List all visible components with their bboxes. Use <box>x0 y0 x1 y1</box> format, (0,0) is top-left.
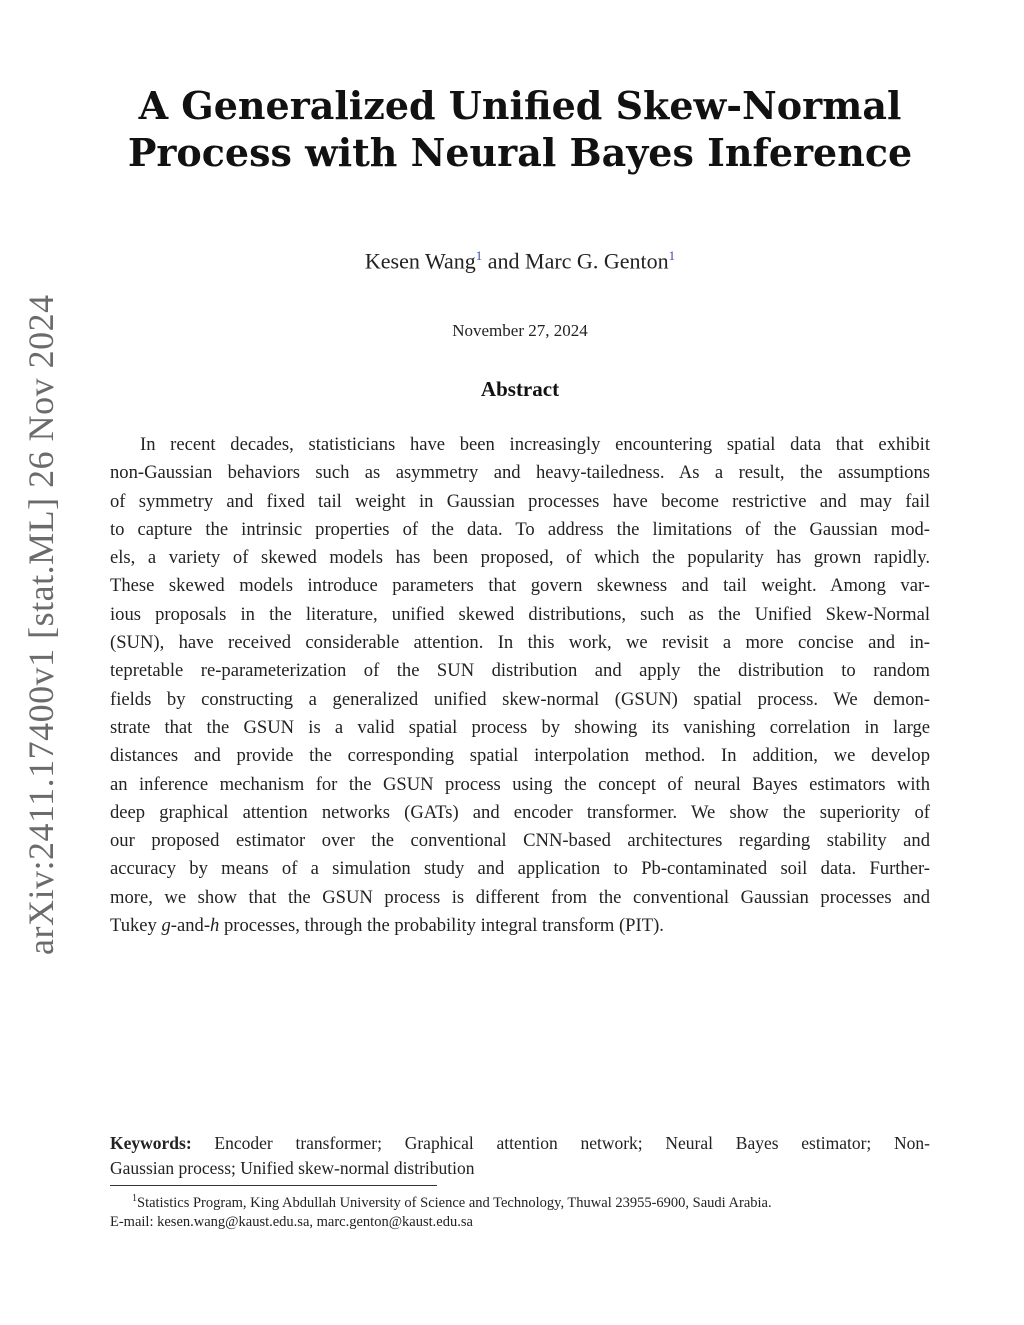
abstract-line: fields by constructing a generalized unified skew-normal (GSUN) spatial process. We demon- <box>110 688 930 710</box>
abstract-line: strate that the GSUN is a valid spatial process by showing its vanishing correlation in large <box>110 716 930 738</box>
abstract-body <box>110 431 930 940</box>
footnote <box>110 1189 930 1232</box>
abstract-line: of symmetry and fixed tail weight in Gaussian processes have become restrictive and may fail <box>110 490 930 512</box>
author-1-name: Kesen Wang <box>364 248 476 274</box>
abstract-line: more, we show that the GSUN process is different from the conventional Gaussian processes and <box>110 886 930 908</box>
abstract-line: els, a variety of skewed models has been proposed, of which the popularity has grown rapidly. <box>110 547 930 569</box>
abstract-line: to capture the intrinsic properties of the data. To address the limitations of the Gaussian mod- <box>110 518 930 540</box>
footnote-divider <box>110 1185 437 1186</box>
keywords-text: Encoder transformer; Graphical attention network; Neural Bayes estimator; Non- <box>191 1133 930 1153</box>
keywords-label: Keywords: <box>110 1133 192 1153</box>
author-list <box>110 248 930 274</box>
abstract-line: tepretable re-parameterization of the SUN distribution and apply the distribution to random <box>110 660 930 682</box>
affiliation-text: Statistics Program, King Abdullah University of Science and Technology, Thuwal 23955-6900, Saudi Arabia. <box>137 1194 772 1211</box>
abstract-line: In recent decades, statisticians have been increasingly encountering spatial data that exhibit <box>140 434 930 455</box>
math-g: g <box>161 915 171 937</box>
abstract-text-fragment: -and- <box>170 915 211 937</box>
abstract-line: our proposed estimator over the conventional CNN-based architectures regarding stability and <box>110 830 930 852</box>
arxiv-side-stamp: arXiv:2411.17400v1 [stat.ML] 26 Nov 2024 <box>21 294 61 955</box>
math-h: h <box>210 915 220 937</box>
title-line-2: Process with Neural Bayes Inference <box>127 130 913 175</box>
footnote-marker: 1 <box>132 1193 137 1204</box>
author-2-affiliation-link[interactable]: 1 <box>668 248 676 263</box>
publication-date: November 27, 2024 <box>452 321 588 340</box>
abstract-text-fragment: processes, through the probability integral transform (PIT). <box>219 915 664 937</box>
abstract-line: non-Gaussian behaviors such as asymmetry and heavy-tailedness. As a result, the assumptions <box>110 462 930 484</box>
abstract-heading: Abstract <box>480 377 560 401</box>
abstract-line: (SUN), have received considerable attention. In this work, we revisit a more concise and in- <box>110 632 930 654</box>
abstract-line: These skewed models introduce parameters that govern skewness and tail weight. Among var- <box>110 575 930 597</box>
title-line-1: A Generalized Unified Skew-Normal <box>138 83 902 128</box>
author-1-affiliation-link[interactable]: 1 <box>475 248 483 263</box>
author-2-name: Marc G. Genton <box>525 248 669 274</box>
abstract-last-line <box>110 912 930 940</box>
keywords-section <box>110 1131 930 1181</box>
footnote-affiliation <box>110 1189 930 1213</box>
abstract-line: distances and provide the corresponding spatial interpolation method. In addition, we develop <box>110 745 930 767</box>
abstract-line: an inference mechanism for the GSUN process using the concept of neural Bayes estimators with <box>110 773 930 795</box>
footnote-email: E-mail: kesen.wang@kaust.edu.sa, marc.genton@kaust.edu.sa <box>110 1213 473 1230</box>
author-conjunction: and <box>487 248 520 274</box>
abstract-line: accuracy by means of a simulation study and application to Pb-contaminated soil data. Further- <box>110 858 930 880</box>
keywords-line-1 <box>110 1131 930 1156</box>
keywords-line-2: Gaussian process; Unified skew-normal distribution <box>110 1158 475 1178</box>
paper-title <box>110 82 930 176</box>
abstract-line: ious proposals in the literature, unified skewed distributions, such as the Unified Skew-Normal <box>110 603 930 625</box>
abstract-text-fragment: Tukey <box>110 915 162 937</box>
abstract-line: deep graphical attention networks (GATs) and encoder transformer. We show the superiority of <box>110 801 930 823</box>
